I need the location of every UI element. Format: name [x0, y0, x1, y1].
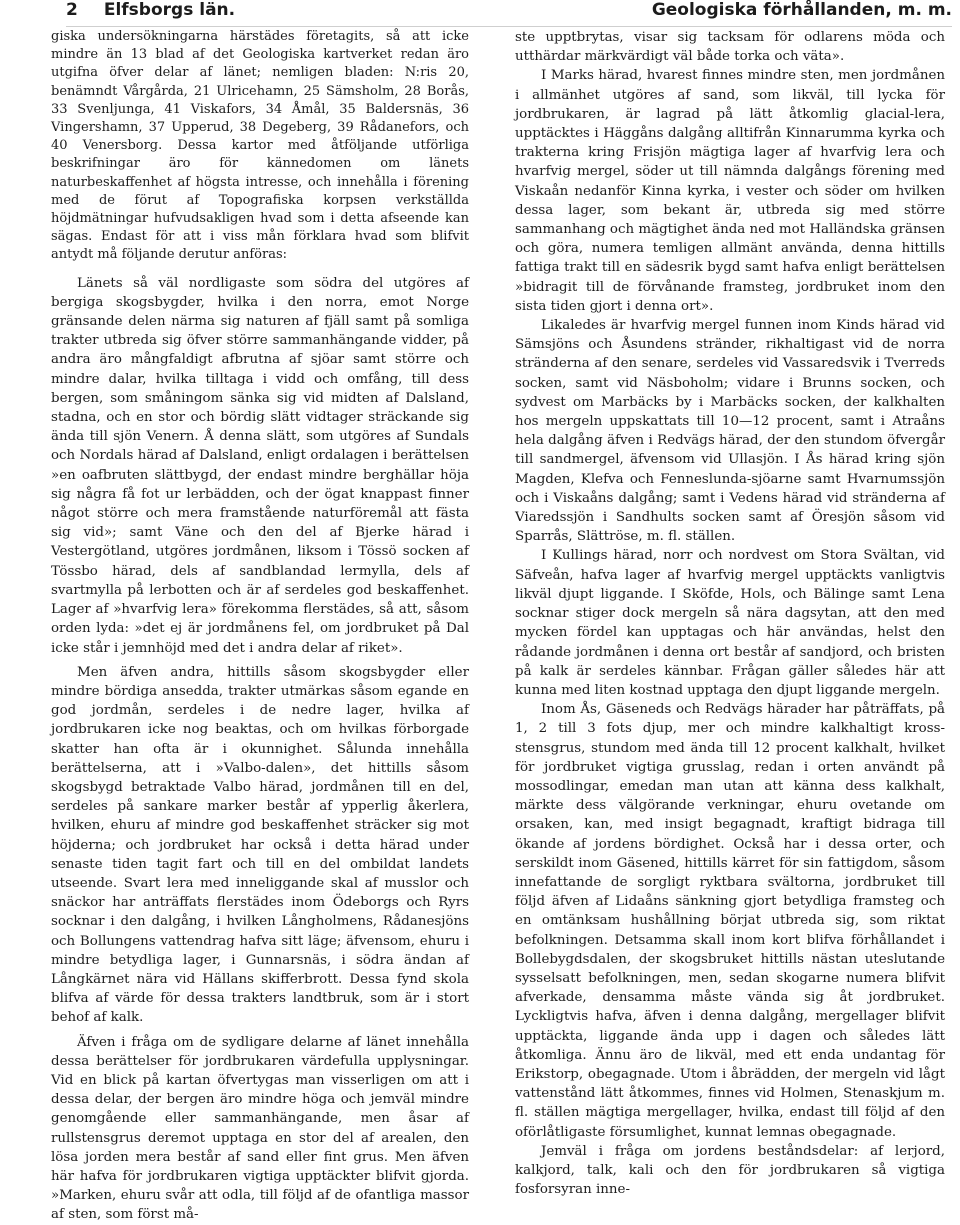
paragraph: Jemväl i fråga om jordens beståndsdelar: af lerjord, kalkjord, talk, kali och den för jordbrukaren så vigtiga fosforsyran inne-: [515, 1143, 945, 1198]
paragraph: giska undersökningarna härstädes företagits, så att icke mindre än 13 blad af det Geologiska kartverket redan äro utgifna öfver delar af länet; nemligen bladen: N:ris 20, benämndt Vårgårda, 21 Ulricehamn, 25 Sämsholm, 28 Borås, 33 Svenljunga, 41 Viskafors, 34 Åmål, 35 Baldersnäs, 36 Vingershamn, 37 Upperud, 38 Degeberg, 39 Rådanefors, och 40 Venersborg. Dessa kartor med åtföljande utförliga beskrifningar äro för kännedomen om länets naturbeskaffenhet af högsta intresse, och innehålla i förening med de förut af Topografiska korpsen verkställda höjdmätningar hufvudsakligen hvad som i detta afseende kan sägas. Endast för att i viss mån förklara hvad som blifvit antydt må följande derutur anföras:: [51, 29, 469, 263]
paragraph: Länets så väl nordligaste som södra del utgöres af bergiga skogsbygder, hvilka i den norra, emot Norge gränsande delen närma sig naturen af fjäll samt på somliga trakter utbreda sig öfver större sammanhängande vidder, på andra äro mångfaldigt afbrutna af sjöar samt större och mindre dalar, hvilka tilltaga i vidd och omfång, till dess bergen, som småningom sänka sig vid midten af Dalsland, stadna, och en stor och bördig slätt vidtager sträckande sig ända till sjön Venern. Å denna slätt, som utgöres af Sundals och Nordals härad af Dalsland, enligt ordalagen i berättelsen »en oafbruten slättbygd, der endast mindre berghällar höja sig några få fot ur lerbädden, och der ögat knappast finner något större och mera framstående naturföremål att fästa sig vid»; samt Väne och den del af Bjerke härad i Vestergötland, utgöres jordmånen, liksom i Tössö socken af Tössbo härad, dels af sandblandad lermylla, dels af svartmylla på lerbotten och är af serdeles god beskaffenhet. Lager af »hvarfvig lera» förekomma flerstädes, så att, såsom orden lyda: »det ej är jordmånens fel, om jordbruket på Dal icke står i jemnhöjd med det i andra delar af riket».: [51, 275, 469, 656]
right-column: [515, 28, 945, 1199]
running-title-left: Elfsborgs län.: [103, 0, 236, 20]
left-column: [51, 28, 469, 1225]
paragraph: Likaledes är hvarfvig mergel funnen inom Kinds härad vid Sämsjöns och Åsundens stränder, rikhaltigast vid de norra stränderna af den senare, serdeles vid Vassaredsvik i Tverreds socken, samt vid Näsboholm; vidare i Brunns socken, och sydvest om Marbäcks by i Marbäcks socken, der kalkhalten hos mergeln uppskattats till 10—12 procent, samt i Atraåns hela dalgång äfven i Redvägs härad, der den stundom öfvergår till sandmergel, äfvensom vid Ullasjön. I Ås härad kring sjön Magden, Klefva och Fenneslunda-sjöarne samt Hvarnumssjön och i Viskaåns dalgång; samt i Vedens härad vid stränderna af Viaredssjön i Sandhults socken samt af Öresjön såsom vid Sparrås, Slättröse, m. fl. ställen.: [515, 318, 945, 545]
page-header: [66, 0, 952, 27]
paragraph: Inom Ås, Gäseneds och Redvägs härader har påträffats, på 1, 2 till 3 fots djup, mer och mindre kalkhaltigt kross-stensgrus, stundom med ända till 12 procent kalkhalt, hvilket för jordbruket vigtiga grusslag, redan i orten användt på mossodlingar, emedan man utan att känna dess kalkhalt, märkte dess välgörande verkningar, ehuru ovetande om orsaken, kan, med insigt begagnadt, kraftigt bidraga till ökande af jordens bördighet. Också har i dessa orter, och serskildt inom Gäsened, hittills kärret för sin fattigdom, såsom innefattande de sorgligt ryktbara svältorna, jordbruket till följd äfven af Lidaåns sänkning gjort betydliga framsteg och en omtänksam hushållning börjat utbreda sig, som riktat befolkningen. Detsamma skall inom kort blifva förhållandet i Bollebygdsdalen, der skogsbruket hittills nästan uteslutande sysselsatt befolkningen, men, sedan skogarne numera blifvit afverkade, densamma måste vända sig åt jordbruket. Lyckligtvis hafva, äfven i denna dalgång, mergellager blifvit upptäckta, liggande ända upp i dagen och således lätt åtkomliga. Ännu äro de likväl, med ett enda undantag för Erikstorp, obegagnade. Utom i åbrädden, der mergeln vid lågt vattenstånd lätt åtkommes, finnes vid Holmen, Stenaskjum m. fl. ställen mägtiga mergellager, hvilka, endast till följd af den oförlåtligaste försumlighet, kunnat lemnas obegagnade.: [515, 702, 945, 1140]
paragraph: Men äfven andra, hittills såsom skogsbygder eller mindre bördiga ansedda, trakter utmärkas såsom egande en god jordmån, serdeles i de nedre lager, hvilka af jordbrukaren icke nog beaktas, och om hvilkas förborgade skatter han ofta är i okunnighet. Sålunda innehålla berättelserna, att i »Valbo-dalen», det hittills såsom skogsbygd betraktade Valbo härad, jordmånen till en del, serdeles på sankare marker består af ypperlig åkerlera, hvilken, ehuru af mindre god beskaffenhet sträcker sig mot höjderna; och jordbruket har också i detta härad under senaste tiden tagit fart och till en del ombildat landets utseende. Svart lera med inneliggande skal af musslor och snäckor har anträffats flerstädes inom Ödeborgs och Ryrs socknar i den dalgång, i hvilken Långholmens, Rådanesjöns och Bollungens vattendrag hafva sitt läge; äfvensom, ehuru i mindre betydliga lager, i Gunnarsnäs, i södra ändan af Långkärnet nära vid Hällans skifferbrott. Dessa fynd skola blifva af värde för dessa trakters landtbruk, som är i stort behof af kalk.: [51, 664, 469, 1026]
paragraph: Äfven i fråga om de sydligare delarne af länet innehålla dessa berättelser för jordbrukaren värdefulla upplysningar. Vid en blick på kartan öfvertygas man visserligen om att i dessa delar, der bergen äro mindre höga och jemväl mindre genomgående eller sammanhängande, men åsar af rullstensgrus deremot upptaga en stor del af arealen, den lösa jorden mera består af sand eller fint grus. Men äfven här hafva för jordbrukaren vigtiga upptäckter blifvit gjorda. »Marken, ehuru svår att odla, till följd af de ofantliga massor af sten, som först må-: [51, 1034, 469, 1223]
running-title-right: Geologiska förhållanden, m. m.: [651, 0, 952, 20]
paragraph: I Marks härad, hvarest finnes mindre sten, men jordmånen i allmänhet utgöres af sand, som likväl, till lycka för jordbrukaren, är lagrad på lätt åtkomlig glacial-lera, upptäcktes i Häggåns dalgång alltifrån Kinnarumma kyrka och trakterna kring Frisjön mägtiga lager af hvarfvig lera och hvarfvig mergel, söder ut till nämnda dalgångs förening med Viskaån nedanför Kinna kyrka, i vester och söder om hvilken dessa lager, som bekant är, utbreda sig med större sammanhang och mägtighet ända ned mot Halländska gränsen och göra, numera temligen allmänt använda, denna hittills fattiga trakt till en sädesrik bygd samt hafva enligt berättelsen »bidragit till de förvånande framsteg, jordbruket inom den sista tiden gjort i denna ort».: [515, 68, 945, 314]
header-left: [66, 0, 235, 20]
paragraph: I Kullings härad, norr och nordvest om Stora Svältan, vid Säfveån, hafva lager af hvarfvig mergel upptäckts vanligtvis likväl djupt liggande. I Sköfde, Hols, och Bälinge samt Lena socknar stiger dock mergeln så nära dagsytan, att den med mycken fördel kan upptagas och här användas, helst den rådande jordmånen i denna ort består af sandjord, och bristen på kalk är serdeles kännbar. Frågan gäller således här att kunna med liten kostnad upptaga den djupt liggande mergeln.: [515, 548, 945, 698]
page-number: 2: [66, 0, 78, 20]
paragraph: ste upptbrytas, visar sig tacksam för odlarens möda och utthärdar märkvärdigt väl både torka och väta».: [515, 30, 945, 65]
